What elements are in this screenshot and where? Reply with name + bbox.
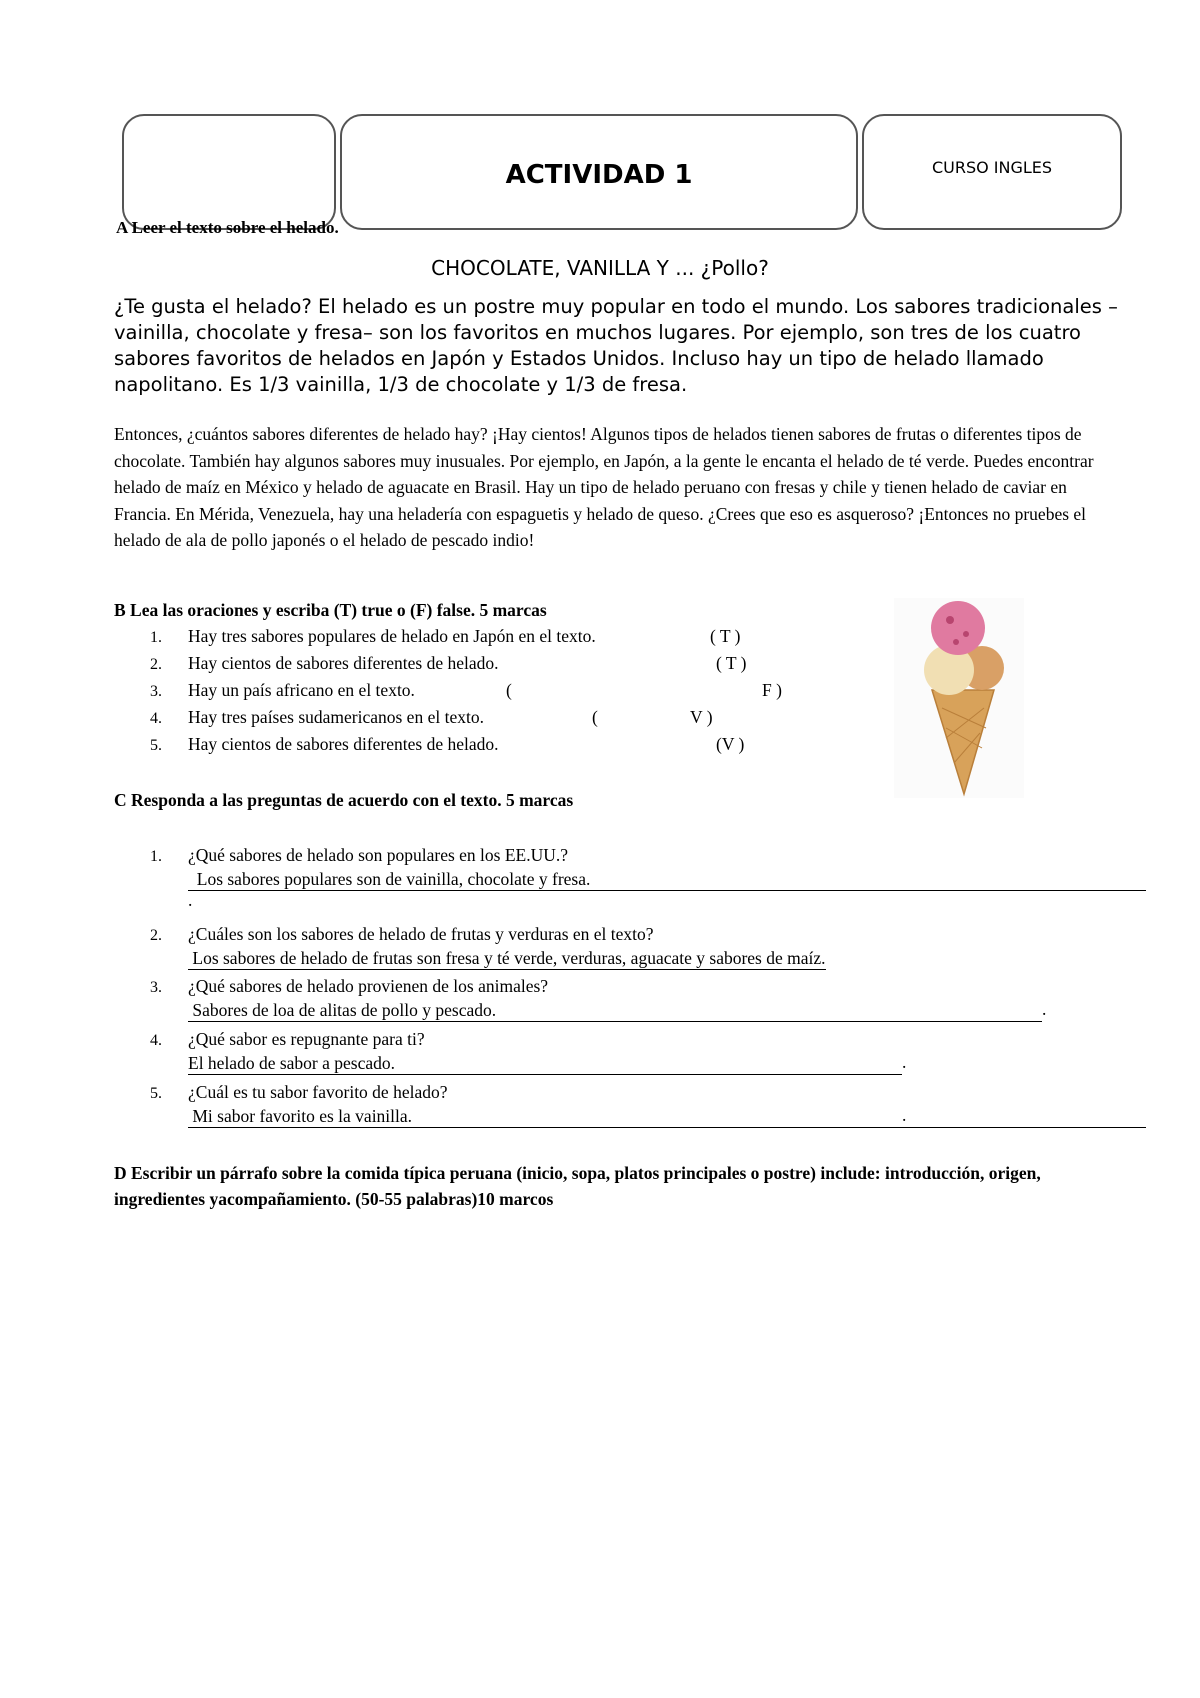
tf-statement: Hay un país africano en el texto.	[188, 680, 415, 700]
question-number: 3.	[150, 979, 162, 996]
question-text: ¿Cuál es tu sabor favorito de helado?	[188, 1082, 448, 1102]
story-title: CHOCOLATE, VANILLA Y ... ¿Pollo?	[431, 256, 769, 280]
tf-answer-close: F )	[762, 680, 782, 700]
tf-statement: Hay cientos de sabores diferentes de helado.	[188, 653, 499, 673]
answer-line: Mi sabor favorito es la vainilla.	[188, 1105, 1146, 1128]
paragraph-1-text: ¿Te gusta el helado? El helado es un postre muy popular en todo el mundo. Los sabores tradicionales –vainilla, chocolate y fresa– son los favoritos en muchos lugares. Por ejemplo, son tres de los cuatro sabores favoritos de helados en Japón y Estados Unidos. Incluso hay un tipo de helado llamado napolitano. Es 1/3 vainilla, 1/3 de chocolate y 1/3 de fresa.	[114, 295, 1118, 396]
answer-extra: .	[188, 890, 193, 910]
tf-answer: ( T )	[716, 653, 747, 673]
header-course-box	[862, 114, 1122, 230]
question-number: 1.	[150, 848, 162, 865]
activity-title: ACTIVIDAD 1	[505, 160, 693, 190]
tf-answer: ( T )	[710, 626, 741, 646]
question-text: ¿Qué sabor es repugnante para ti?	[188, 1029, 425, 1049]
tf-answer: (V )	[716, 734, 745, 754]
header-logo-box	[122, 114, 336, 230]
tf-answer-open: (	[506, 680, 512, 700]
tf-number: 4.	[150, 710, 162, 727]
question-number: 4.	[150, 1032, 162, 1049]
answer-line: El helado de sabor a pescado.	[188, 1052, 902, 1075]
answer-line: Los sabores populares son de vainilla, chocolate y fresa.	[188, 868, 1146, 891]
answer-end: .	[1042, 999, 1047, 1019]
section-d-instruction: D Escribir un párrafo sobre la comida típica peruana (inicio, sopa, platos principales o postre) include: introducción, origen, ingredientes yacompañamiento. (50-55 palabras)10 marcos	[114, 1163, 1041, 1209]
tf-number: 1.	[150, 629, 162, 646]
tf-statement: Hay cientos de sabores diferentes de helado.	[188, 734, 499, 754]
tf-number: 5.	[150, 737, 162, 754]
question-text: ¿Qué sabores de helado provienen de los animales?	[188, 976, 549, 996]
tf-statement: Hay tres sabores populares de helado en Japón en el texto.	[188, 626, 596, 646]
question-text: ¿Cuáles son los sabores de helado de frutas y verduras en el texto?	[188, 924, 654, 944]
section-a-instruction: A Leer el texto sobre el helado.	[116, 218, 339, 237]
question-number: 2.	[150, 927, 162, 944]
answer-line: Sabores de loa de alitas de pollo y pescado.	[188, 999, 1042, 1022]
story-paragraph-2: Entonces, ¿cuántos sabores diferentes de helado hay? ¡Hay cientos! Algunos tipos de helados tienen sabores de frutas o diferentes tipos de chocolate. También hay algunos sabores muy inusuales. Por ejemplo, en Japón, a la gente le encanta el helado de té verde. Puedes encontrar helado de maíz en México y helado de aguacate en Brasil. Hay un tipo de helado peruano con fresas y chile y tienen helado de caviar en Francia. En Mérida, Venezuela, hay una heladería con espaguetis y helado de queso. ¿Crees que eso es asqueroso? ¡Entonces no pruebes el helado de ala de pollo japonés o el helado de pescado indio!	[114, 424, 1094, 550]
header-title-box	[340, 114, 858, 230]
tf-answer-open: (	[592, 707, 598, 727]
section-b-instruction: B Lea las oraciones y escriba (T) true o (F) false. 5 marcas	[114, 600, 547, 620]
story-paragraph-1	[114, 294, 1124, 398]
question-number: 5.	[150, 1085, 162, 1102]
section-c-instruction: C Responda a las preguntas de acuerdo con el texto. 5 marcas	[114, 790, 574, 810]
question-text: ¿Qué sabores de helado son populares en los EE.UU.?	[188, 845, 569, 865]
answer-line: Los sabores de helado de frutas son fresa y té verde, verduras, aguacate y sabores de maíz.	[188, 948, 826, 968]
tf-statement: Hay tres países sudamericanos en el texto.	[188, 707, 484, 727]
answer-end: .	[902, 1105, 907, 1125]
tf-number: 2.	[150, 656, 162, 673]
tf-answer-close: V )	[690, 707, 713, 727]
tf-number: 3.	[150, 683, 162, 700]
ice-cream-cone-image	[894, 598, 1024, 798]
course-name: CURSO INGLES	[931, 157, 1053, 177]
answer-end: .	[902, 1052, 907, 1072]
